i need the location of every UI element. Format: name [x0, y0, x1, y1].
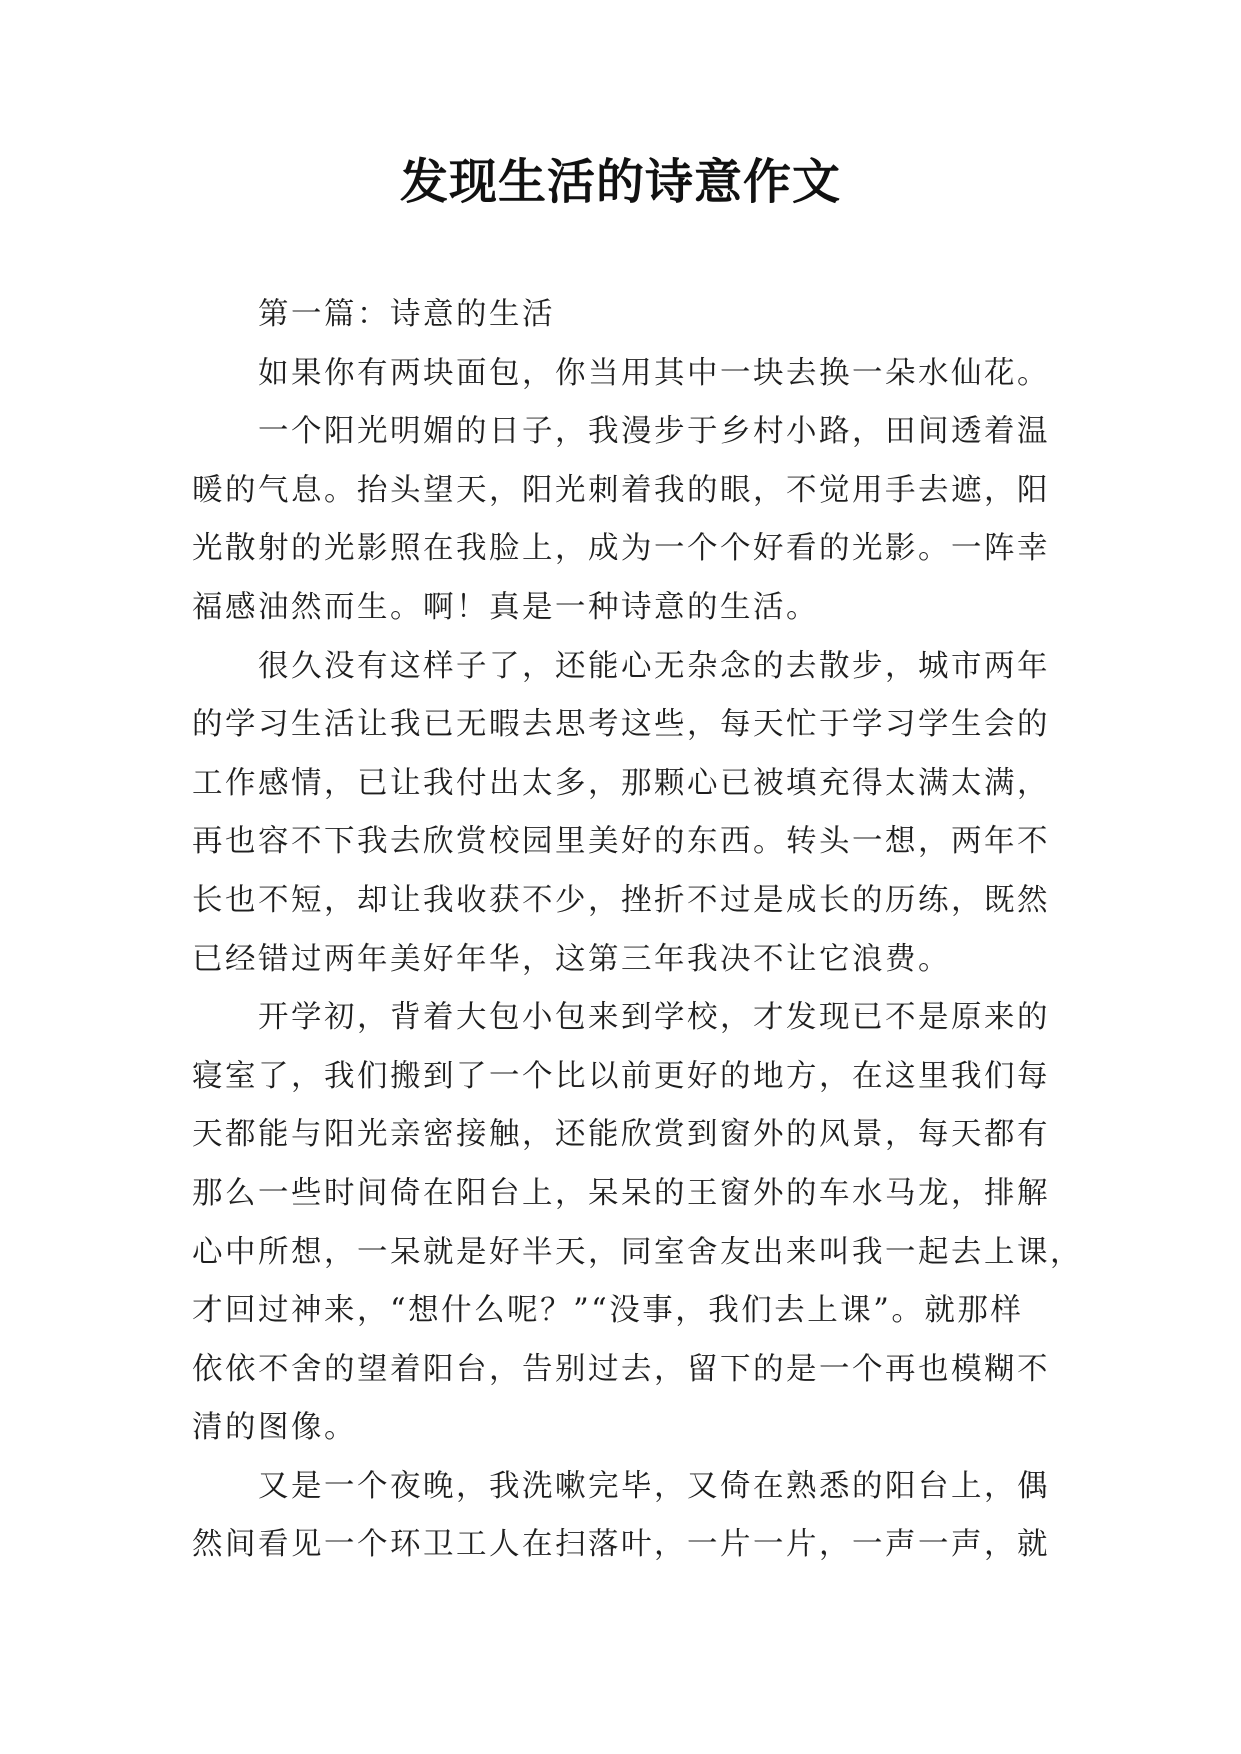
paragraph-line: 的学习生活让我已无暇去思考这些，每天忙于学习学生会的: [192, 707, 1050, 743]
paragraph-line: 又是一个夜晚，我洗嗽完毕，又倚在熟悉的阳台上，偶: [258, 1468, 1050, 1504]
paragraph-line: 暖的气息。抬头望天，阳光刺着我的眼，不觉用手去遮，阳: [192, 472, 1050, 508]
paragraph-line: 长也不短，却让我收获不少，挫折不过是成长的历练，既然: [192, 882, 1050, 918]
paragraph-line: 福感油然而生。啊！真是一种诗意的生活。: [192, 589, 819, 625]
paragraph-line: 心中所想，一呆就是好半天，同室舍友出来叫我一起去上课，: [192, 1234, 1083, 1270]
paragraph-line: 已经错过两年美好年华，这第三年我决不让它浪费。: [192, 941, 951, 977]
paragraph-line: 再也容不下我去欣赏校园里美好的东西。转头一想，两年不: [192, 824, 1050, 860]
paragraph-line: 如果你有两块面包，你当用其中一块去换一朵水仙花。: [258, 355, 1050, 391]
paragraph-line: 依依不舍的望着阳台，告别过去，留下的是一个再也模糊不: [192, 1351, 1050, 1387]
paragraph-line: 那么一些时间倚在阳台上，呆呆的王窗外的车水马龙，排解: [192, 1175, 1050, 1211]
paragraph-line: 开学初，背着大包小包来到学校，才发现已不是原来的: [258, 1000, 1050, 1036]
paragraph-line: 才回过神来，“想什么呢？”“没事，我们去上课”。就那样: [192, 1293, 1024, 1329]
paragraph-line: 寝室了，我们搬到了一个比以前更好的地方，在这里我们每: [192, 1058, 1050, 1094]
document-title: 发现生活的诗意作文: [399, 154, 841, 210]
paragraph-line: 清的图像。: [192, 1410, 357, 1446]
paragraph-line: 天都能与阳光亲密接触，还能欣赏到窗外的风景，每天都有: [192, 1117, 1050, 1153]
document-body: [192, 286, 1083, 1575]
paragraph-line: 一个阳光明媚的日子，我漫步于乡村小路，田间透着温: [258, 414, 1050, 450]
section-heading: 第一篇：诗意的生活: [258, 297, 555, 332]
paragraph-line: 很久没有这样子了，还能心无杂念的去散步，城市两年: [258, 648, 1050, 684]
paragraph-line: 工作感情，已让我付出太多，那颗心已被填充得太满太满，: [192, 765, 1050, 801]
paragraph-line: 光散射的光影照在我脸上，成为一个个好看的光影。一阵幸: [192, 531, 1050, 567]
paragraph-line: 然间看见一个环卫工人在扫落叶，一片一片，一声一声，就: [192, 1527, 1050, 1563]
